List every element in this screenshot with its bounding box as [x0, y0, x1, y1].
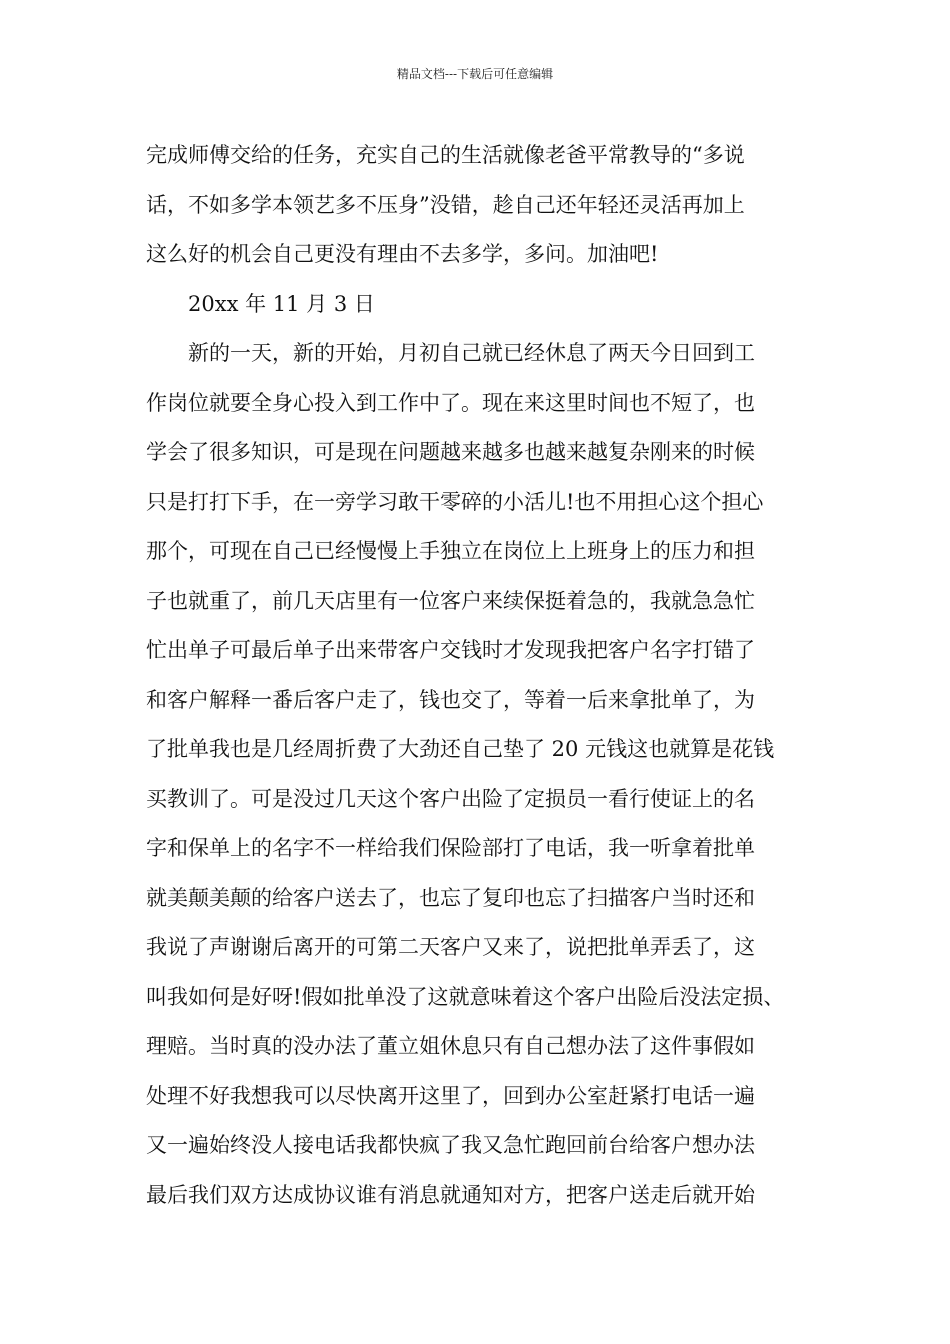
text-line: 作岗位就要全身心投入到工作中了。现在来这里时间也不短了，也 — [146, 390, 755, 415]
text-line: 就美颠美颠的给客户送去了，也忘了复印也忘了扫描客户当时还和 — [146, 885, 755, 910]
text-line: 只是打打下手，在一旁学习敢干零碎的小活儿!也不用担心这个担心 — [146, 489, 764, 514]
text-line: 处理不好我想我可以尽快离开这里了，回到办公室赶紧打电话一遍 — [146, 1083, 755, 1108]
document-body — [146, 131, 826, 1220]
page-header: 精品文档---下载后可任意编辑 — [396, 67, 554, 81]
text-line: 子也就重了，前几天店里有一位客户来续保挺着急的，我就急急忙 — [146, 588, 755, 613]
text-line: 叫我如何是好呀!假如批单没了这就意味着这个客户出险后没法定损、 — [146, 984, 785, 1009]
text-line: 和客户解释一番后客户走了，钱也交了，等着一后来拿批单了，为 — [146, 687, 755, 712]
text-line: 了批单我也是几经周折费了大劲还自己垫了 20 元钱这也就算是花钱 — [146, 737, 775, 761]
text-line: 又一遍始终没人接电话我都快疯了我又急忙跑回前台给客户想办法 — [146, 1133, 755, 1157]
text-line: 那个，可现在自己已经慢慢上手独立在岗位上上班身上的压力和担 — [146, 539, 755, 563]
text-line: 话，不如多学本领艺多不压身”没错，趁自己还年轻还灵活再加上 — [146, 192, 745, 217]
text-line: 字和保单上的名字不一样给我们保险部打了电话，我一听拿着批单 — [146, 836, 755, 860]
text-line: 买教训了。可是没过几天这个客户出险了定损员一看行使证上的名 — [146, 786, 755, 811]
text-line: 新的一天，新的开始，月初自己就已经休息了两天今日回到工 — [188, 341, 755, 365]
text-line: 理赔。当时真的没办法了董立姐休息只有自己想办法了这件事假如 — [146, 1034, 755, 1058]
text-line: 学会了很多知识，可是现在问题越来越多也越来越复杂刚来的时候 — [146, 440, 755, 464]
text-line: 这么好的机会自己更没有理由不去多学，多问。加油吧! — [146, 242, 659, 266]
text-line: 我说了声谢谢后离开的可第二天客户又来了，说把批单弄丢了，这 — [146, 935, 755, 959]
text-line: 最后我们双方达成协议谁有消息就通知对方，把客户送走后就开始 — [146, 1182, 755, 1207]
text-line: 20xx 年 11 月 3 日 — [188, 291, 375, 316]
text-line: 完成师傅交给的任务，充实自己的生活就像老爸平常教导的“多说 — [146, 143, 745, 167]
text-line: 忙出单子可最后单子出来带客户交钱时才发现我把客户名字打错了 — [146, 638, 755, 662]
